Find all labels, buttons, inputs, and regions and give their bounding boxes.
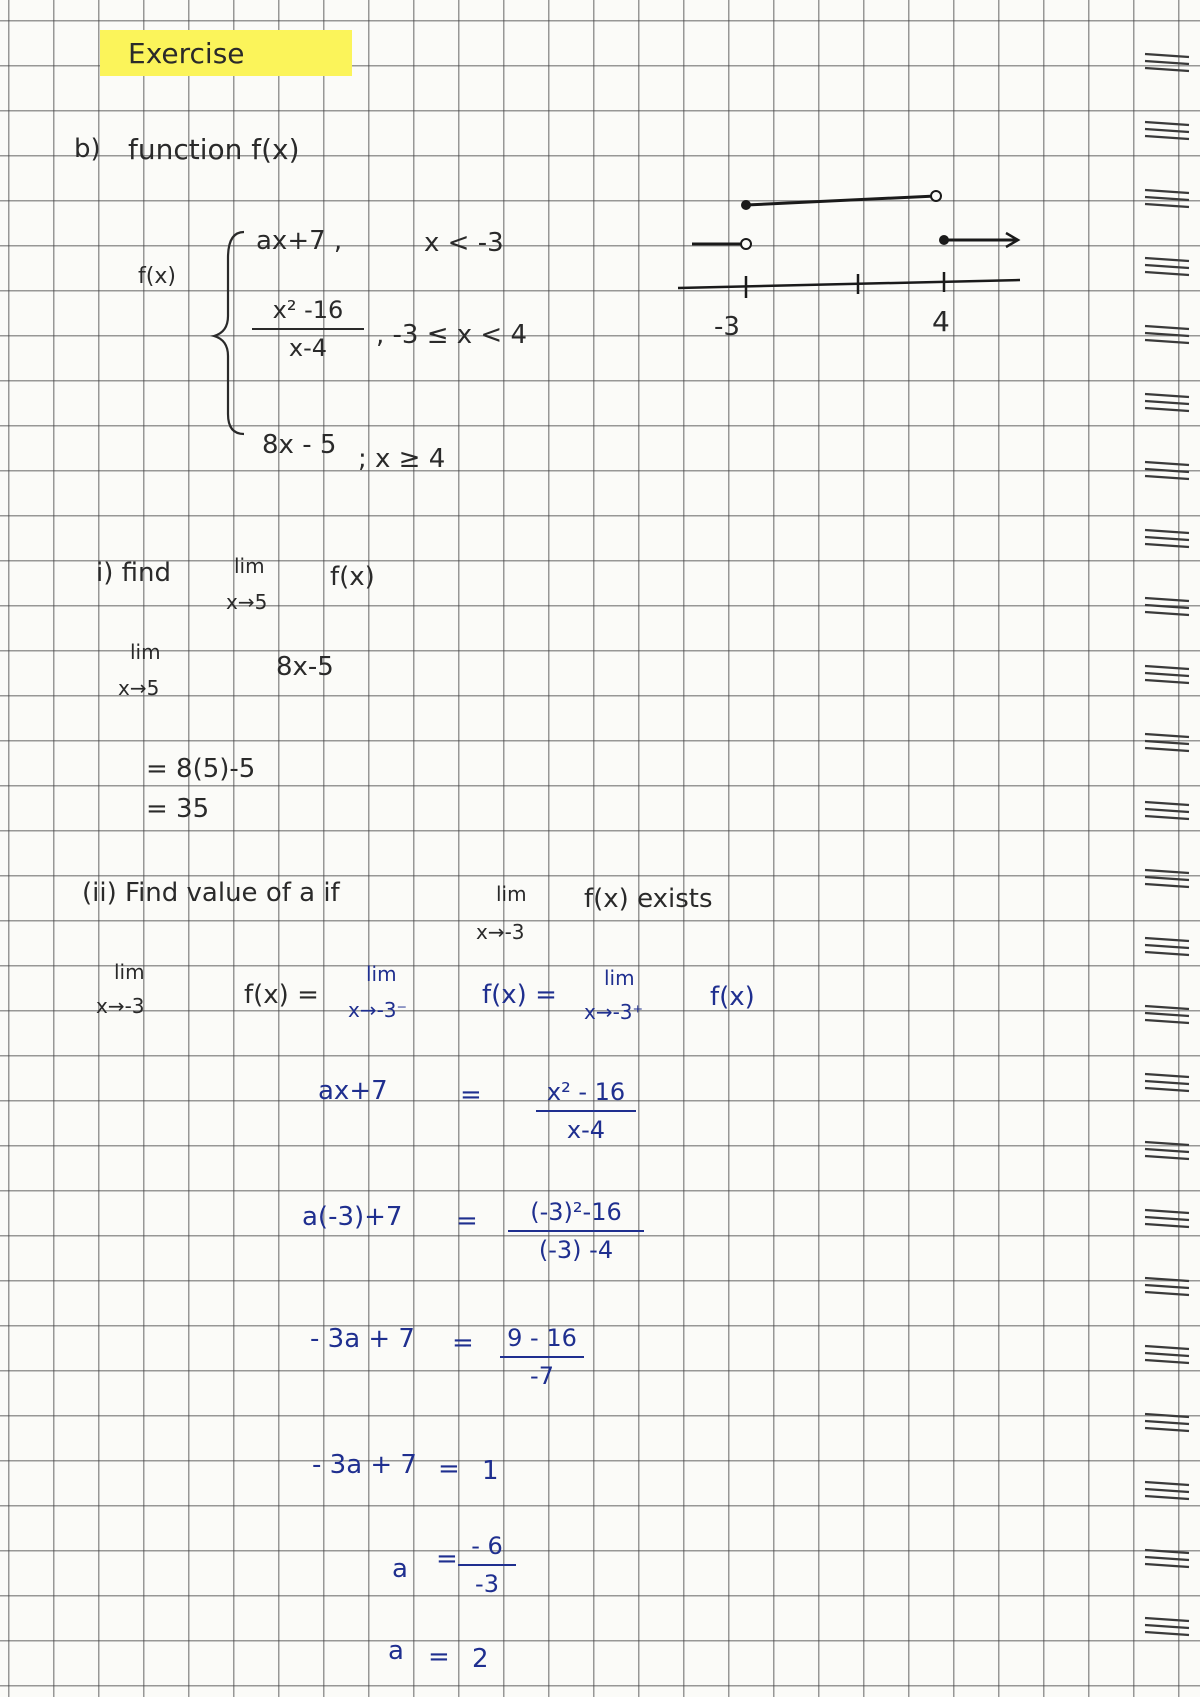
- piece2-cond: , -3 ≤ x < 4: [376, 320, 528, 350]
- spiral-mark: [1145, 401, 1189, 404]
- spiral-mark: [1145, 204, 1189, 207]
- fraction-bar: [458, 1564, 516, 1566]
- spiral-mark: [1145, 1625, 1189, 1628]
- eq2-lhs: ax+7: [318, 1076, 388, 1106]
- spiral-mark: [1145, 1292, 1189, 1295]
- eq4-lhs: - 3a + 7: [310, 1324, 415, 1354]
- spiral-mark: [1145, 1142, 1189, 1145]
- part-b-title: function f(x): [128, 133, 300, 166]
- eq5-eq: =: [438, 1454, 460, 1484]
- number-line-label-right: 4: [932, 305, 950, 338]
- eq1-f2: f(x) =: [482, 980, 557, 1010]
- part-ii-sub: x→-3: [476, 920, 525, 944]
- spiral-mark: [1145, 469, 1189, 472]
- spiral-mark: [1145, 462, 1189, 465]
- eq2-fraction: [536, 1080, 636, 1142]
- part-b-label: b): [74, 134, 101, 164]
- piece3-expr: 8x - 5: [262, 430, 337, 460]
- eq1-sub1: x→-3: [96, 994, 145, 1018]
- piecewise-name: f(x): [138, 264, 176, 289]
- fraction-bar: [508, 1230, 644, 1232]
- eq2-denominator: x-4: [566, 1116, 606, 1144]
- spiral-mark: [1145, 190, 1189, 193]
- eq7-rhs: 2: [472, 1644, 489, 1674]
- spiral-mark: [1145, 1618, 1189, 1621]
- spiral-mark: [1145, 258, 1189, 261]
- spiral-mark: [1145, 748, 1189, 751]
- eq2-eq: =: [460, 1080, 482, 1110]
- part-i-label: i) find: [96, 558, 171, 588]
- number-line-label-left: -3: [714, 312, 740, 342]
- spiral-mark: [1145, 1074, 1189, 1077]
- spiral-mark: [1145, 741, 1189, 744]
- spiral-mark: [1145, 802, 1189, 805]
- spiral-mark: [1145, 394, 1189, 397]
- spiral-mark: [1145, 734, 1189, 737]
- piece2-denominator: x-4: [288, 334, 328, 362]
- eq6-denominator: -3: [475, 1570, 499, 1598]
- spiral-mark: [1145, 122, 1189, 125]
- part-ii-tail: f(x) exists: [584, 884, 713, 914]
- heading: Exercise: [128, 37, 245, 70]
- spiral-mark: [1145, 809, 1189, 812]
- spiral-mark: [1145, 544, 1189, 547]
- eq4-numerator: 9 - 16: [507, 1324, 577, 1352]
- eq5-lhs: - 3a + 7: [312, 1450, 417, 1480]
- eq6-lhs: a: [392, 1554, 408, 1584]
- eq1-lim2: lim: [366, 962, 397, 986]
- spiral-mark: [1145, 1564, 1189, 1567]
- spiral-mark: [1145, 605, 1189, 608]
- notebook-spiral-binding: [1143, 40, 1193, 1680]
- spiral-mark: [1145, 1088, 1189, 1091]
- spiral-mark: [1145, 408, 1189, 411]
- eq1-lim1: lim: [114, 960, 145, 984]
- eq2-numerator: x² - 16: [546, 1078, 626, 1106]
- fraction-bar: [536, 1110, 636, 1112]
- spiral-mark: [1145, 1278, 1189, 1281]
- spiral-mark: [1145, 884, 1189, 887]
- spiral-mark: [1145, 1360, 1189, 1363]
- eq6-numerator: - 6: [471, 1532, 503, 1560]
- spiral-mark: [1145, 870, 1189, 873]
- eq1-sub3: x→-3⁺: [584, 1000, 644, 1024]
- piece1-cond: x < -3: [424, 228, 504, 258]
- spiral-mark: [1145, 1217, 1189, 1220]
- spiral-mark: [1145, 1550, 1189, 1553]
- eq6-eq: =: [436, 1544, 458, 1574]
- spiral-mark: [1145, 1489, 1189, 1492]
- eq7-lhs: a: [388, 1636, 404, 1666]
- spiral-mark: [1145, 952, 1189, 955]
- eq4-fraction: [500, 1326, 584, 1388]
- piece1-expr: ax+7 ,: [256, 226, 343, 256]
- spiral-mark: [1145, 816, 1189, 819]
- step1-sub: x→5: [118, 676, 160, 700]
- spiral-mark: [1145, 666, 1189, 669]
- eq1-sub2: x→-3⁻: [348, 998, 408, 1022]
- part-i-sub: x→5: [226, 590, 268, 614]
- fraction-bar: [252, 328, 364, 330]
- spiral-mark: [1145, 1020, 1189, 1023]
- spiral-mark: [1145, 476, 1189, 479]
- spiral-mark: [1145, 938, 1189, 941]
- piece2-numerator: x² -16: [272, 296, 344, 324]
- spiral-mark: [1145, 265, 1189, 268]
- part-ii-label: (ii) Find value of a if: [82, 878, 340, 908]
- spiral-mark: [1145, 1006, 1189, 1009]
- spiral-mark: [1145, 197, 1189, 200]
- step1-lim: lim: [130, 640, 161, 664]
- spiral-mark: [1145, 333, 1189, 336]
- spiral-mark: [1145, 61, 1189, 64]
- spiral-mark: [1145, 1482, 1189, 1485]
- step3: = 35: [146, 794, 210, 824]
- eq3-denominator: (-3) -4: [538, 1236, 614, 1264]
- eq4-eq: =: [452, 1328, 474, 1358]
- eq3-numerator: (-3)²-16: [530, 1198, 622, 1226]
- piece2-fraction: [252, 298, 364, 360]
- part-ii-lim: lim: [496, 882, 527, 906]
- eq4-denominator: -7: [530, 1362, 554, 1390]
- spiral-mark: [1145, 1210, 1189, 1213]
- fraction-bar: [500, 1356, 584, 1358]
- piecewise-brace: [210, 228, 250, 438]
- spiral-mark: [1145, 54, 1189, 57]
- spiral-mark: [1145, 326, 1189, 329]
- eq1-f1: f(x) =: [244, 980, 319, 1010]
- spiral-mark: [1145, 1346, 1189, 1349]
- step2: = 8(5)-5: [146, 754, 256, 784]
- spiral-mark: [1145, 1414, 1189, 1417]
- eq6-fraction: [458, 1534, 516, 1596]
- part-i-lim: lim: [234, 554, 265, 578]
- spiral-mark: [1145, 1224, 1189, 1227]
- eq1-lim3: lim: [604, 966, 635, 990]
- spiral-mark: [1145, 1156, 1189, 1159]
- eq3-fraction: [508, 1200, 644, 1262]
- spiral-mark: [1145, 945, 1189, 948]
- spiral-mark: [1145, 1557, 1189, 1560]
- eq5-rhs: 1: [482, 1456, 499, 1486]
- spiral-mark: [1145, 1421, 1189, 1424]
- eq1-f3: f(x): [710, 982, 755, 1012]
- eq3-eq: =: [456, 1206, 478, 1236]
- part-i-func: f(x): [330, 562, 375, 592]
- spiral-mark: [1145, 129, 1189, 132]
- eq7-eq: =: [428, 1642, 450, 1672]
- spiral-mark: [1145, 680, 1189, 683]
- spiral-mark: [1145, 272, 1189, 275]
- spiral-mark: [1145, 598, 1189, 601]
- spiral-mark: [1145, 673, 1189, 676]
- spiral-mark: [1145, 1285, 1189, 1288]
- spiral-mark: [1145, 537, 1189, 540]
- spiral-mark: [1145, 1632, 1189, 1635]
- spiral-mark: [1145, 1353, 1189, 1356]
- spiral-mark: [1145, 1149, 1189, 1152]
- spiral-mark: [1145, 877, 1189, 880]
- spiral-mark: [1145, 1496, 1189, 1499]
- spiral-mark: [1145, 68, 1189, 71]
- spiral-mark: [1145, 1428, 1189, 1431]
- piece3-cond: ; x ≥ 4: [358, 444, 446, 474]
- spiral-mark: [1145, 1081, 1189, 1084]
- spiral-mark: [1145, 530, 1189, 533]
- spiral-mark: [1145, 340, 1189, 343]
- spiral-mark: [1145, 1013, 1189, 1016]
- eq3-lhs: a(-3)+7: [302, 1202, 403, 1232]
- spiral-mark: [1145, 136, 1189, 139]
- spiral-mark: [1145, 612, 1189, 615]
- step1-expr: 8x-5: [276, 652, 334, 682]
